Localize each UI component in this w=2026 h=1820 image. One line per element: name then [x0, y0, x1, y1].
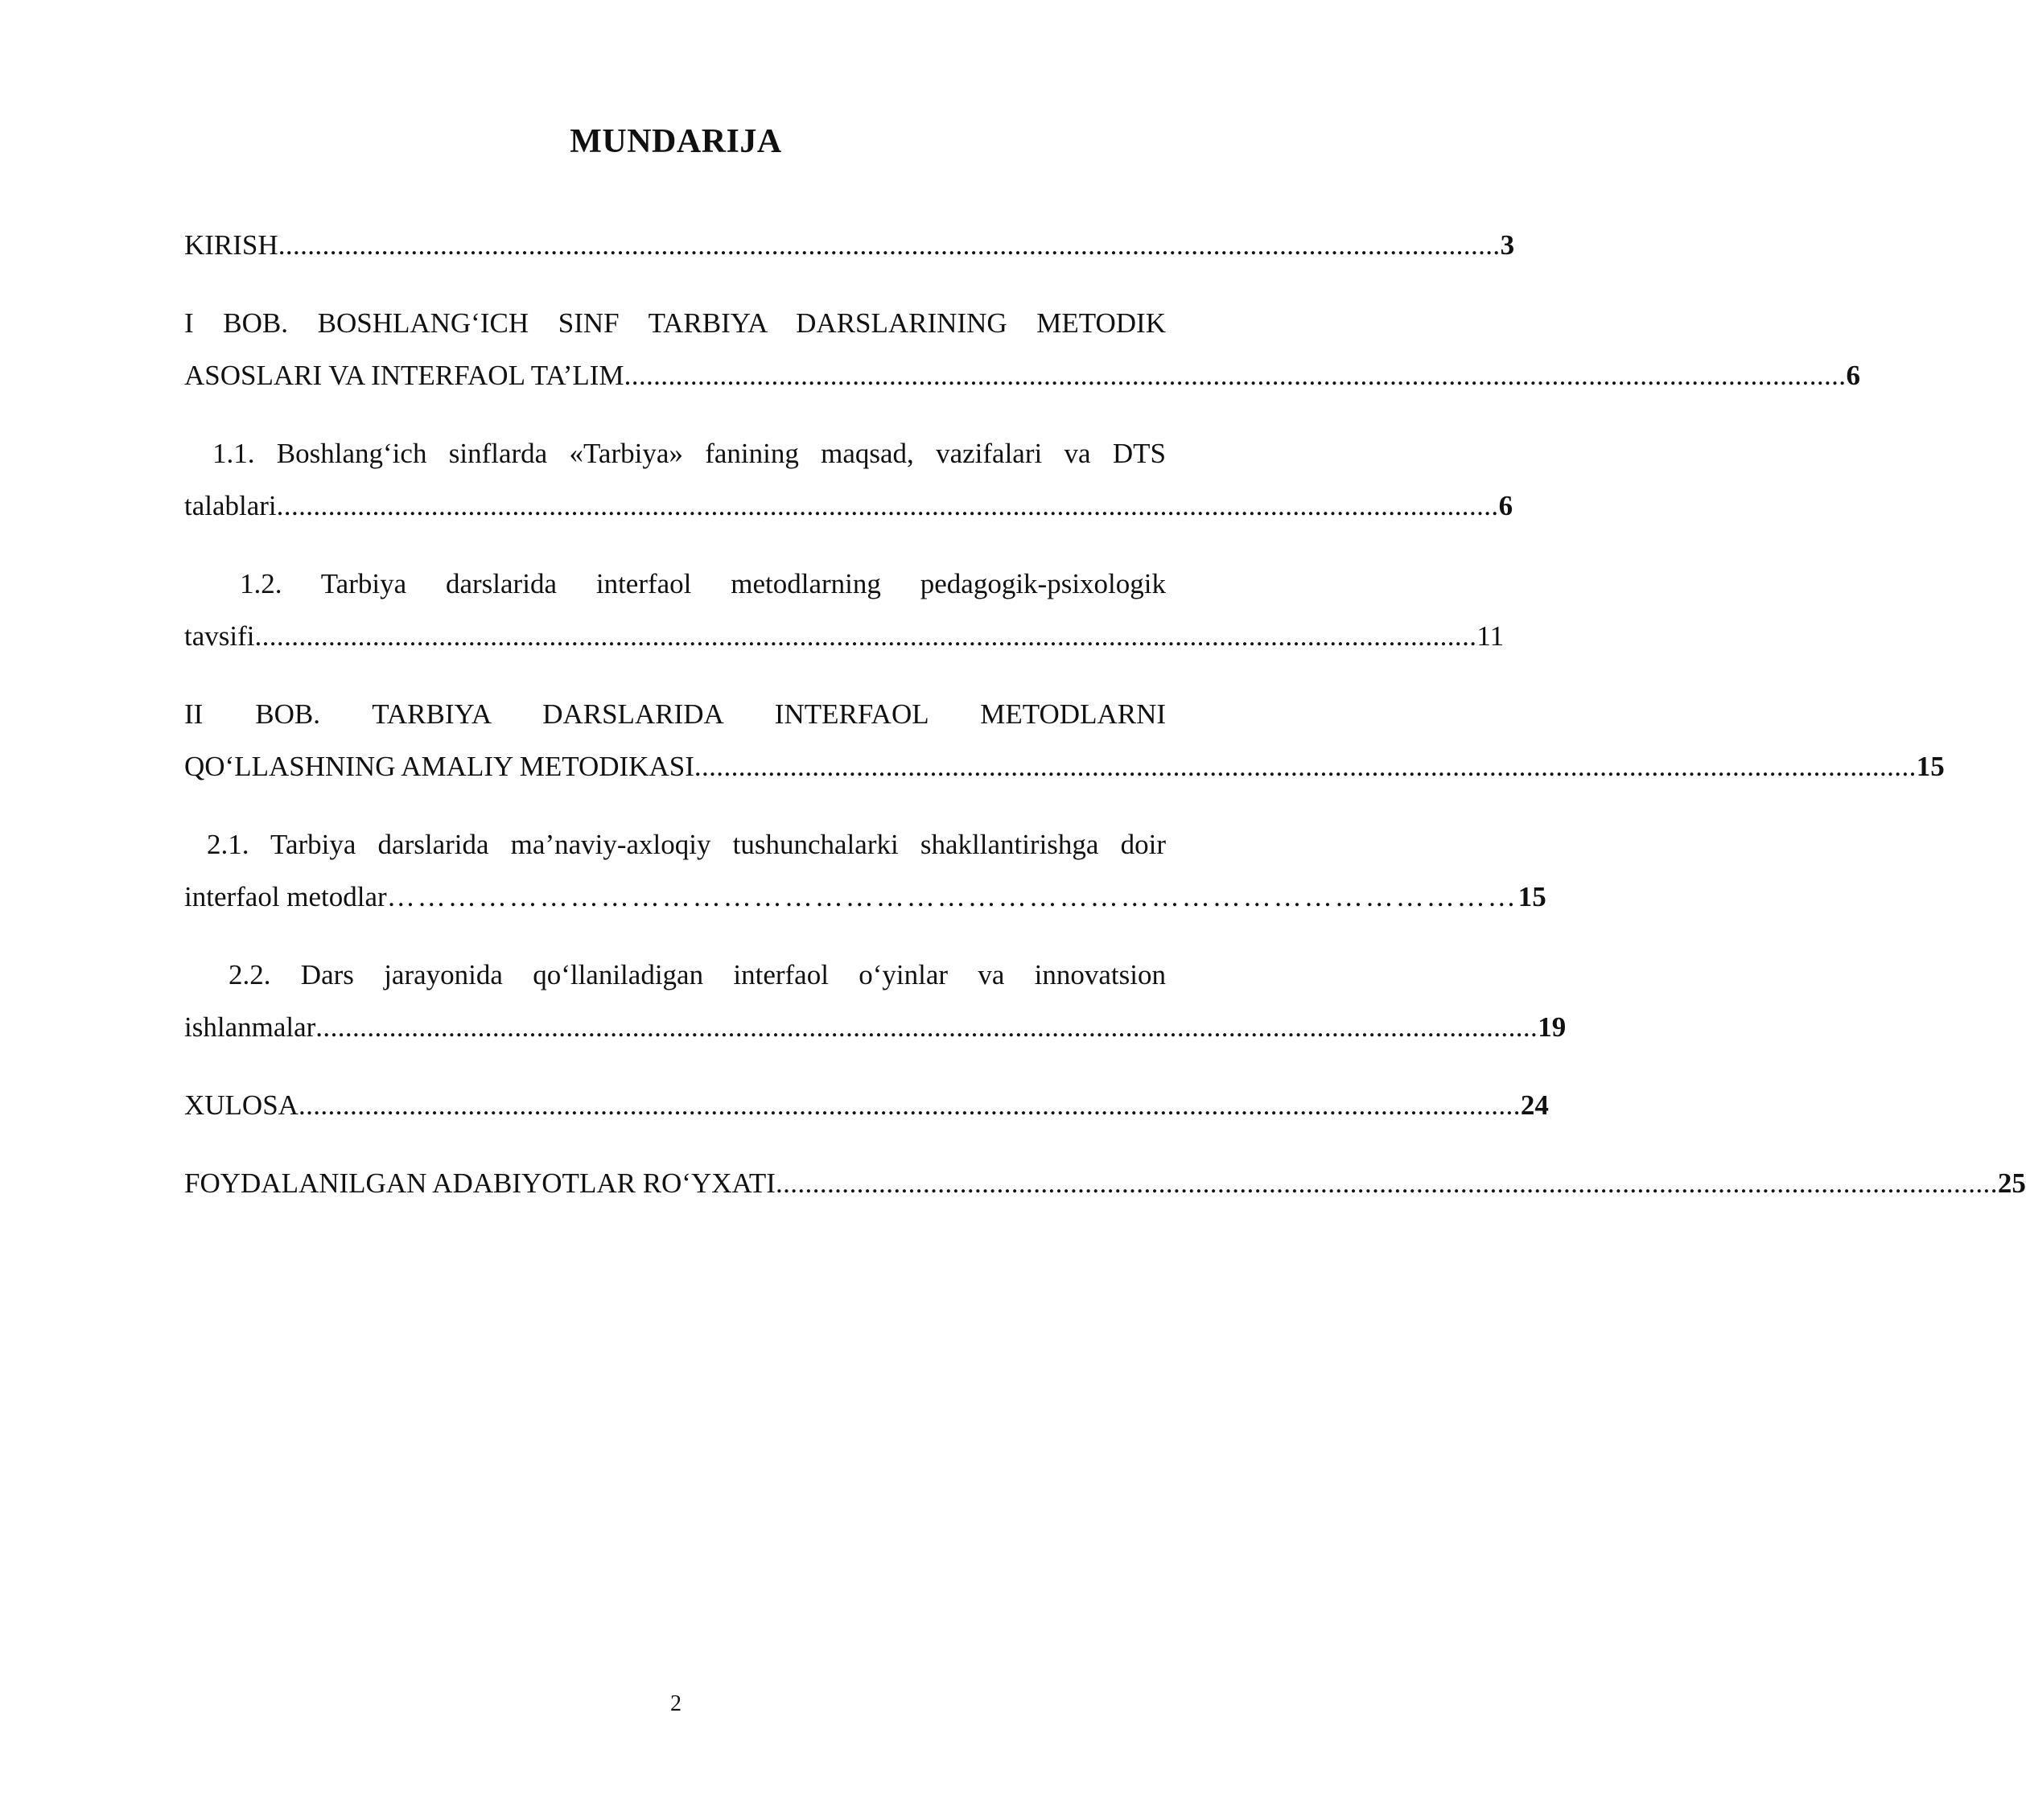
toc-page-number: 19 — [1538, 1011, 1567, 1043]
toc-page-number: 11 — [1476, 620, 1505, 652]
toc-entry-label-cont: interfaol metodlar — [184, 881, 387, 912]
dot-leader: ...................................................................................................................................................................... — [254, 620, 1477, 652]
toc-entry-label: XULOSA — [184, 1089, 299, 1121]
toc-page-number: 6 — [1846, 360, 1860, 391]
toc-entry-label-cont: talablari — [184, 490, 277, 521]
toc-entry-1-1 — [184, 427, 1513, 532]
dot-leader: ...................................................................................................................................................................... — [315, 1011, 1538, 1043]
toc-entry-label-cont: tavsifi — [184, 620, 255, 652]
dot-leader: ………………………………………………………………………………………………… — [386, 881, 1518, 912]
toc-entry-label-cont: QO‘LLASHNING AMALIY METODIKASI — [184, 751, 694, 782]
toc-entry-xulosa — [184, 1079, 1549, 1131]
toc-page-number: 24 — [1520, 1089, 1549, 1121]
toc-entry-2-1 — [184, 818, 1546, 923]
dot-leader: ...................................................................................................................................................................... — [278, 229, 1501, 261]
table-of-contents — [184, 219, 2026, 1235]
toc-entry-1-2 — [184, 558, 1505, 662]
toc-entry-label-cont: ASOSLARI VA INTERFAOL TA’LIM — [184, 360, 624, 391]
toc-page-number: 3 — [1500, 229, 1515, 261]
toc-entry-label: I BOB. BOSHLANG‘ICH SINF TARBIYA DARSLARINING METODIK — [184, 307, 1166, 339]
toc-entry-2-2 — [184, 949, 1567, 1053]
toc-entry-label: 1.2. Tarbiya darslarida interfaol metodlarning pedagogik-psixologik — [240, 568, 1166, 599]
toc-entry-bob1 — [184, 297, 1860, 401]
toc-entry-label: KIRISH — [184, 229, 278, 261]
dot-leader: ...................................................................................................................................................................... — [276, 490, 1499, 521]
dot-leader: ...................................................................................................................................................................... — [624, 360, 1847, 391]
toc-entry-label: 2.2. Dars jarayonida qo‘llaniladigan interfaol o‘yinlar va innovatsion — [229, 959, 1166, 990]
toc-entry-kirish — [184, 219, 1515, 271]
dot-leader: ...................................................................................................................................................................... — [694, 751, 1917, 782]
toc-entry-label: FOYDALANILGAN ADABIYOTLAR RO‘YXATI — [184, 1167, 776, 1199]
page-number-footer: 2 — [670, 1691, 682, 1716]
toc-entry-label: 1.1. Boshlang‘ich sinflarda «Tarbiya» fanining maqsad, vazifalari va DTS — [212, 438, 1166, 469]
toc-page-number: 15 — [1517, 881, 1546, 912]
toc-page-number: 15 — [1916, 751, 1945, 782]
toc-page-number: 25 — [1997, 1167, 2026, 1199]
toc-page-number: 6 — [1498, 490, 1513, 521]
dot-leader: ...................................................................................................................................................................... — [298, 1089, 1521, 1121]
toc-entry-adabiyotlar — [184, 1157, 2026, 1209]
toc-entry-label: II BOB. TARBIYA DARSLARIDA INTERFAOL METODLARNI — [184, 698, 1166, 730]
toc-entry-label: 2.1. Tarbiya darslarida ma’naviy-axloqiy tushunchalarki shakllantirishga doir — [207, 829, 1166, 860]
toc-entry-bob2 — [184, 688, 1945, 793]
page-title: MUNDARIJA — [570, 123, 782, 160]
dot-leader: ...................................................................................................................................................................... — [775, 1167, 1998, 1199]
toc-entry-label-cont: ishlanmalar — [184, 1011, 316, 1043]
